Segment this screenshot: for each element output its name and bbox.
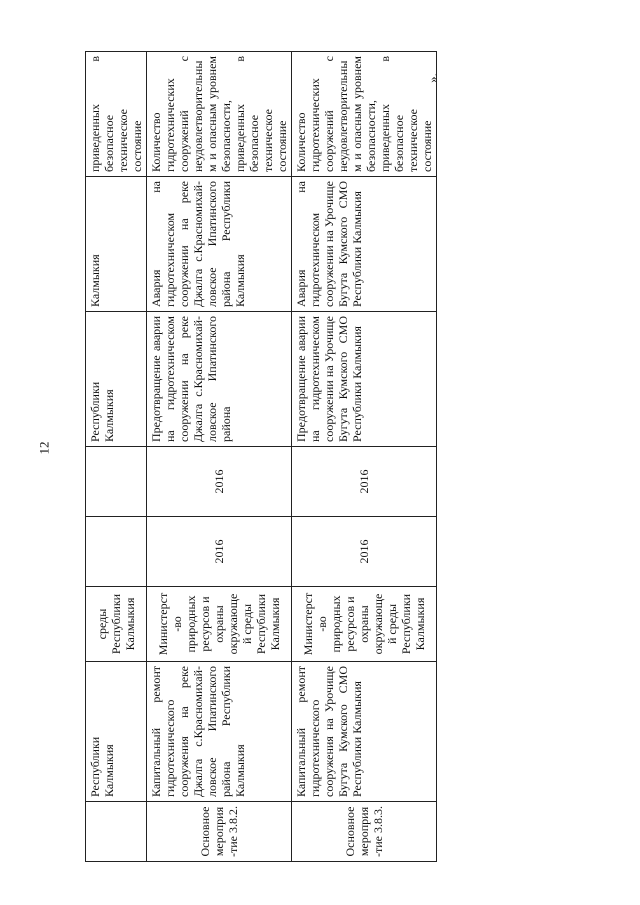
indicator-cell: Количество гидротехнических сооружений с неудовлетворительным и опасным уровнем безопасности, приведенных в безопасное техническое состояние: [292, 52, 437, 177]
executor-cell: Министерст-во природных ресурсов и охраны окружающей среды Республики Калмыкия: [292, 587, 437, 662]
end-year-cell: 2016: [292, 447, 437, 517]
rotated-table-container: [85, 52, 434, 862]
table-row: [147, 52, 292, 862]
consequence-cell: Авария на гидротехническом сооружении на реке Джалга с.Красномихай-ловское Ипатинского района Республики Калмыкия: [147, 177, 292, 312]
start-year-cell: 2016: [147, 517, 292, 587]
page-number: 12: [36, 441, 52, 455]
measure-code-cell: Основное мероприя-тие 3.8.2.: [147, 802, 292, 862]
indicator-cell: приведенных в безопасное техническое состояние: [86, 52, 147, 177]
consequence-cell: Калмыкия: [86, 177, 147, 312]
executor-cell: Министерст-во природных ресурсов и охраны окружающей среды Республики Калмыкия: [147, 587, 292, 662]
indicator-cell: Количество гидротехнических сооружений с неудовлетворительным и опасным уровнем безопасности, приведенных в безопасное техническое состояние: [147, 52, 292, 177]
table-row: [86, 52, 147, 862]
start-year-cell: [86, 517, 147, 587]
measure-title-cell: Республики Калмыкия: [86, 662, 147, 802]
measures-table: [85, 51, 437, 862]
measure-code-cell: Основное мероприя-тие 3.8.3.: [292, 802, 437, 862]
consequence-cell: Авария на гидротехническом сооружении на Урочище Бугута Кумского СМО Республики Калмыкия: [292, 177, 437, 312]
expected-result-cell: Республики Калмыкия: [86, 312, 147, 447]
end-year-cell: [86, 447, 147, 517]
table-row: [292, 52, 437, 862]
measure-title-cell: Капитальный ремонт гидротехнического сооружения на реке Джалга с.Красномихай-ловское Ипатинского района Республики Калмыкия: [147, 662, 292, 802]
start-year-cell: 2016: [292, 517, 437, 587]
closing-quote-mark: ».: [424, 73, 440, 83]
executor-cell: среды Республики Калмыкия: [86, 587, 147, 662]
end-year-cell: 2016: [147, 447, 292, 517]
expected-result-cell: Предотвращение аварии на гидротехническом сооружении на Урочище Бугута Кумского СМО Республики Калмыкия: [292, 312, 437, 447]
expected-result-cell: Предотвращение аварии на гидротехническом сооружении на реке Джалга с.Красномихай-ловское Ипатинского района: [147, 312, 292, 447]
measure-code-cell: [86, 802, 147, 862]
measure-title-cell: Капитальный ремонт гидротехнического сооружения на Урочище Бугута Кумского СМО Республики Калмыкия: [292, 662, 437, 802]
